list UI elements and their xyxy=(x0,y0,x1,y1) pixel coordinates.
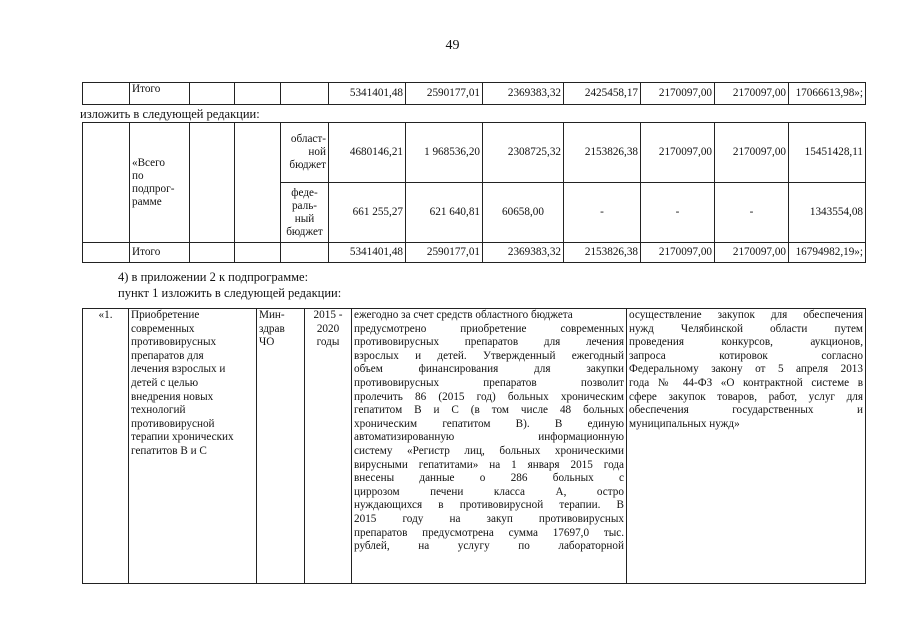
implementation-mechanism: осуществление закупок для обеспечения нужд Челябинской области путем проведения конкурсов, аукционов, запроса котировок согласно Федеральному закону от 5 апреля 2013 года № 44-ФЗ «О контрактной системе в сфере закупок товаров, работ, услуг для обеспечения государственных и муниципальных нужд» xyxy=(627,309,866,584)
item-number: «1. xyxy=(83,309,129,584)
value-cell: 2170097,00 xyxy=(641,83,715,105)
total-label: Итого xyxy=(130,83,190,105)
table-measures xyxy=(82,308,866,584)
table-program-funding: «Всего по подпрог- рамме област- ной бюджет 4680146,21 1 968536,20 2308725,32 2153826,38 2170097,00 2170097,00 15451428,11 феде- раль- ный бюджет 661 255,27 621 640,81 60658,00 - - - 1343554,08 Итого 5341401,48 2590177,01 2369383,32 2153826,38 2170097,00 2170097,00 16794982,19»; xyxy=(82,122,866,263)
program-label: «Всего по подпрог- рамме xyxy=(130,123,190,243)
source-federal: феде- раль- ный бюджет xyxy=(281,183,329,243)
instruction-edit: изложить в следующей редакции: xyxy=(80,107,260,121)
value-cell: 17066613,98»; xyxy=(789,83,866,105)
value-cell: 2369383,32 xyxy=(483,83,564,105)
empty-cell xyxy=(83,83,130,105)
instruction-appendix: 4) в приложении 2 к подпрограмме: xyxy=(118,270,309,284)
value-cell: 2170097,00 xyxy=(715,83,789,105)
value-cell: 5341401,48 xyxy=(329,83,406,105)
page-number: 49 xyxy=(445,38,460,53)
value-cell: 2425458,17 xyxy=(564,83,641,105)
period: 2015 - 2020 годы xyxy=(305,309,352,584)
instruction-item: пункт 1 изложить в следующей редакции: xyxy=(118,286,342,300)
value-cell: 2590177,01 xyxy=(406,83,483,105)
table-top-total xyxy=(82,82,866,105)
executor: Мин- здрав ЧО xyxy=(257,309,305,584)
measure-description: ежегодно за счет средств областного бюджета предусмотрено приобретение современных противовирусных препаратов для лечения взрослых и детей. Утвержденный ежегодный объем финансирования для закупки противовирусных препаратов позволит пролечить 86 (2015 год) больных хроническим гепатитом В и С (в том числе 48 больных хроническим гепатитом В). В единую автоматизированную информационную систему «Регистр лиц, больных хроническими вирусными гепатитами» на 1 января 2015 года внесены данные о 286 больных с циррозом печени класса А, остро нуждающихся в противовирусной терапии. В 2015 году на закуп противовирусных препаратов предусмотрена сумма 17697,0 тыс. рублей, на услугу по лабораторной xyxy=(352,309,627,584)
source-regional: област- ной бюджет xyxy=(281,123,329,183)
measure-name: Приобретение современных противовирусных препаратов для лечения взрослых и детей с целью внедрения новых технологий противовирусной терапии хронических гепатитов В и С xyxy=(129,309,257,584)
total-label: Итого xyxy=(130,243,190,263)
